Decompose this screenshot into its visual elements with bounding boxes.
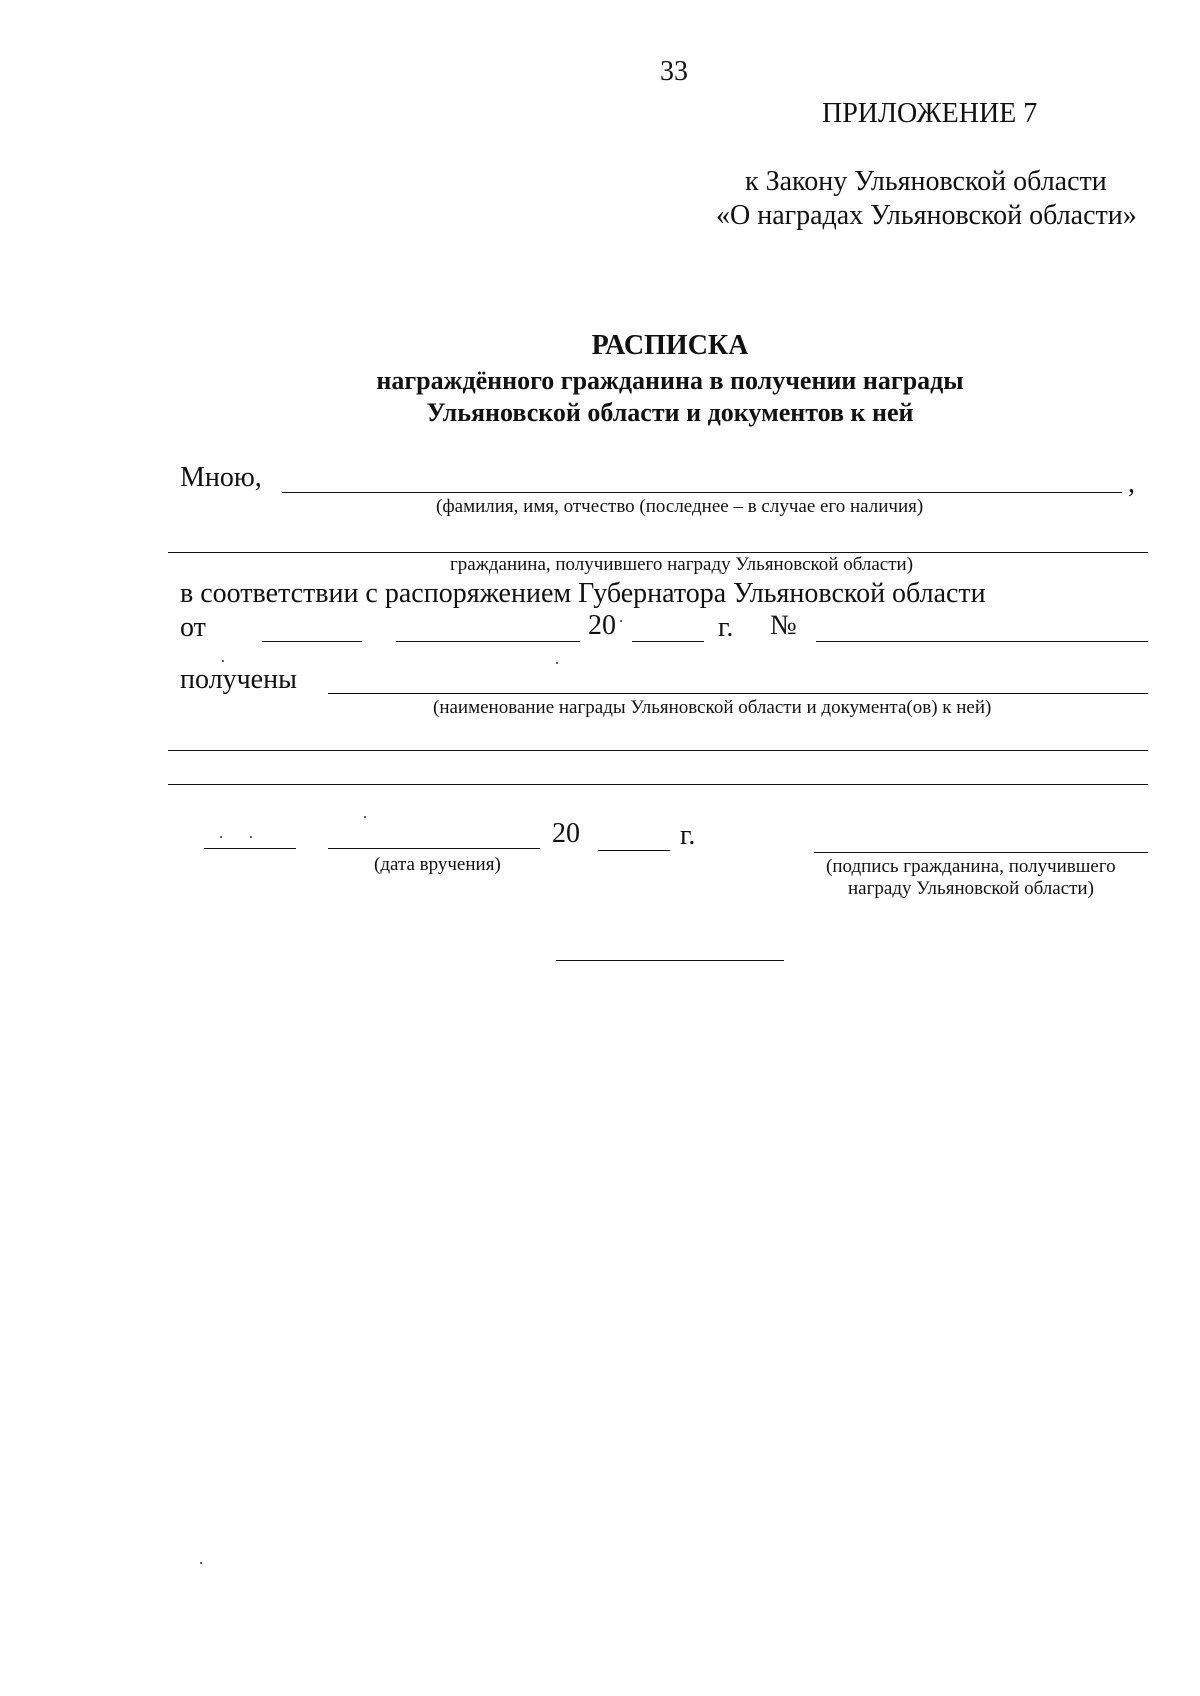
award-field-line[interactable] [328,693,1148,694]
order-year-suffix: г. [718,612,734,643]
delivery-month-field[interactable] [328,848,540,849]
scan-speck [220,836,222,838]
delivery-date-caption: (дата вручения) [374,854,501,875]
fio-caption: (фамилия, имя, отчество (последнее – в случае его наличия) [436,496,924,517]
delivery-year-prefix: 20 [552,818,580,849]
delivery-year-suffix: г. [680,820,696,851]
order-text: в соответствии с распоряжением Губернатора Ульяновской области [180,578,986,609]
scan-speck [620,620,622,622]
citizen-caption: гражданина, получившего награду Ульяновской области) [450,554,914,575]
order-month-field[interactable] [396,641,580,642]
scan-speck [200,1562,202,1564]
delivery-year-field[interactable] [598,850,670,851]
mnoyu-label: Мною, [180,462,262,493]
order-number-field[interactable] [816,641,1148,642]
order-year-prefix: 20 [588,610,616,641]
number-sign: № [770,610,797,641]
appendix-law-title: «О наградах Ульяновской области» [716,200,1137,231]
award-caption: (наименование награды Ульяновской области и документа(ов) к ней) [433,697,992,718]
scan-speck [556,662,558,664]
polucheny-label: получены [180,664,297,695]
document-subtitle-line2: Ульяновской области и документов к ней [426,398,914,427]
appendix-title: ПРИЛОЖЕНИЕ 7 [822,98,1038,129]
fio-trailing-comma: , [1128,468,1135,499]
scan-speck [364,816,366,818]
fio-continuation-line[interactable] [168,552,1148,553]
award-continuation-line-2[interactable] [168,784,1148,785]
document-subtitle-line1: награждённого гражданина в получении награды [376,366,964,395]
document-title: РАСПИСКА [591,330,749,361]
scan-speck [222,660,224,662]
order-year-field[interactable] [632,641,704,642]
signature-caption-line2: награду Ульяновской области) [848,878,1094,899]
fio-field-line[interactable] [282,492,1122,493]
award-continuation-line-1[interactable] [168,750,1148,751]
signature-field-line[interactable] [814,852,1148,853]
signature-caption-line1: (подпись гражданина, получившего [826,856,1116,877]
scan-speck [250,836,252,838]
appendix-law-reference: к Закону Ульяновской области [745,166,1107,197]
delivery-day-field[interactable] [204,848,296,849]
order-day-field[interactable] [262,641,362,642]
ot-label: от [180,612,206,643]
page-number: 33 [660,56,688,87]
closing-separator [556,960,784,961]
